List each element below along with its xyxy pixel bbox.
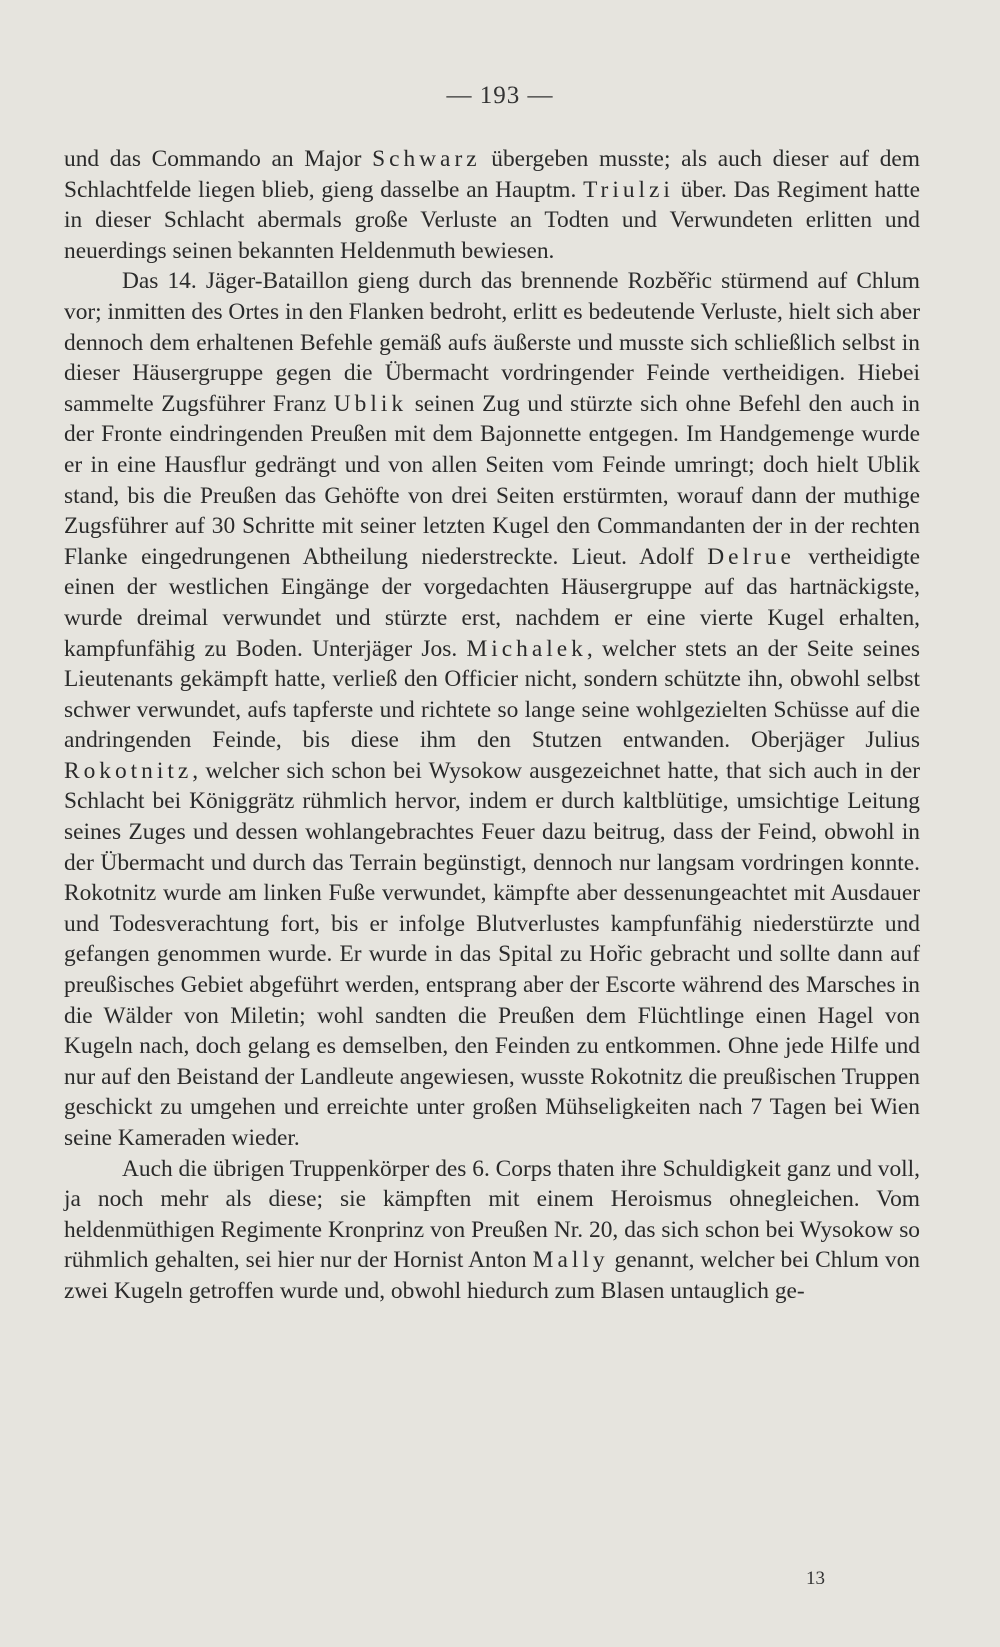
spaced-name: Triulzi <box>583 176 674 203</box>
page-number: — 193 — <box>446 82 554 109</box>
body-text <box>64 144 920 1307</box>
spaced-name: Mally <box>532 1247 609 1274</box>
spaced-name: Rokotnitz <box>64 757 193 784</box>
paragraph: Auch die übrigen Truppenkörper des 6. Corps thaten ihre Schuldigkeit ganz und voll, ja noch mehr als diese; sie kämpften mit einem Heroismus ohnegleichen. Vom heldenmüthigen Regimente Kronprinz von Preußen Nr. 20, das sich schon bei Wysokow so rühmlich gehalten, sei hier nur der Hornist Anton Mally genannt, welcher bei Chlum von zwei Kugeln getroffen wurde und, obwohl hiedurch zum Blasen untauglich ge- <box>64 1155 920 1304</box>
paragraph: Das 14. Jäger-Bataillon gieng durch das brennende Rozběřic stürmend auf Chlum vor; inmitten des Ortes in den Flanken bedroht, erlitt es bedeutende Verluste, hielt sich aber dennoch dem erhaltenen Befehle gemäß aufs äußerste und musste sich schließlich selbst in dieser Häusergruppe gegen die Übermacht vordringender Feinde vertheidigen. Hiebei sammelte Zugsführer Franz Ublik seinen Zug und stürzte sich ohne Befehl den auch in der Fronte eindringenden Preußen mit dem Bajonnette entgegen. Im Handgemenge wurde er in eine Hausflur gedrängt und von allen Seiten vom Feinde umringt; doch hielt Ublik stand, bis die Preußen das Gehöfte von drei Seiten erstürmten, worauf dann der muthige Zugsführer auf 30 Schritte mit seiner letzten Kugel den Commandanten der in der rechten Flanke eingedrungenen Abtheilung niederstreckte. Lieut. Adolf Delrue vertheidigte einen der westlichen Eingänge der vorgedachten Häusergruppe auf das hartnäckigste, wurde dreimal verwundet und stürzte erst, nachdem er eine vierte Kugel erhalten, kampfunfähig zu Boden. Unterjäger Jos. Michalek, welcher stets an der Seite seines Lieutenants gekämpft hatte, verließ den Officier nicht, sondern schützte ihn, obwohl selbst schwer verwundet, aufs tapferste und richtete so lange seine wohlgezielten Schüsse auf die andringenden Feinde, bis diese ihm den Stutzen entwanden. Oberjäger Julius Rokotnitz, welcher sich schon bei Wysokow ausgezeichnet hatte, that sich auch in der Schlacht bei Königgrätz rühmlich hervor, indem er durch kaltblütige, umsichtige Leitung seines Zuges und dessen wohlangebrachtes Feuer dazu beitrug, dass der Feind, obwohl in der Übermacht und durch das Terrain begünstigt, dennoch nur langsam vordringen konnte. Rokotnitz wurde am linken Fuße verwundet, kämpfte aber dessenungeachtet mit Ausdauer und Todesverachtung fort, bis er infolge Blutverlustes kampfunfähig niederstürzte und gefangen genommen wurde. Er wurde in das Spital zu Hořic gebracht und sollte dann auf preußisches Gebiet abgeführt werden, entsprang aber der Escorte während des Marsches in die Wälder von Miletin; wohl sandten die Preußen dem Flüchtlinge einen Hagel von Kugeln nach, doch gelang es demselben, den Feinden zu entkommen. Ohne jede Hilfe und nur auf den Beistand der Landleute angewiesen, wusste Rokotnitz die preußischen Truppen geschickt zu umgehen und erreichte unter großen Mühseligkeiten nach 7 Tagen bei Wien seine Kameraden wieder. <box>64 268 921 1151</box>
spaced-name: Michalek <box>466 635 587 662</box>
spaced-name: Schwarz <box>372 146 481 172</box>
printer-signature-mark: 13 <box>806 1568 825 1589</box>
spaced-name: Delrue <box>707 543 795 570</box>
spaced-name: Ublik <box>333 390 408 417</box>
paragraph: und das Commando an Major Schwarz übergeben musste; als auch dieser auf dem Schlachtfelde liegen blieb, gieng dasselbe an Hauptm. Triulzi über. Das Regiment hatte in dieser Schlacht abermals große Verluste an Todten und Verwundeten erlitten und neuerdings seinen bekannten Heldenmuth bewiesen. <box>64 146 920 264</box>
